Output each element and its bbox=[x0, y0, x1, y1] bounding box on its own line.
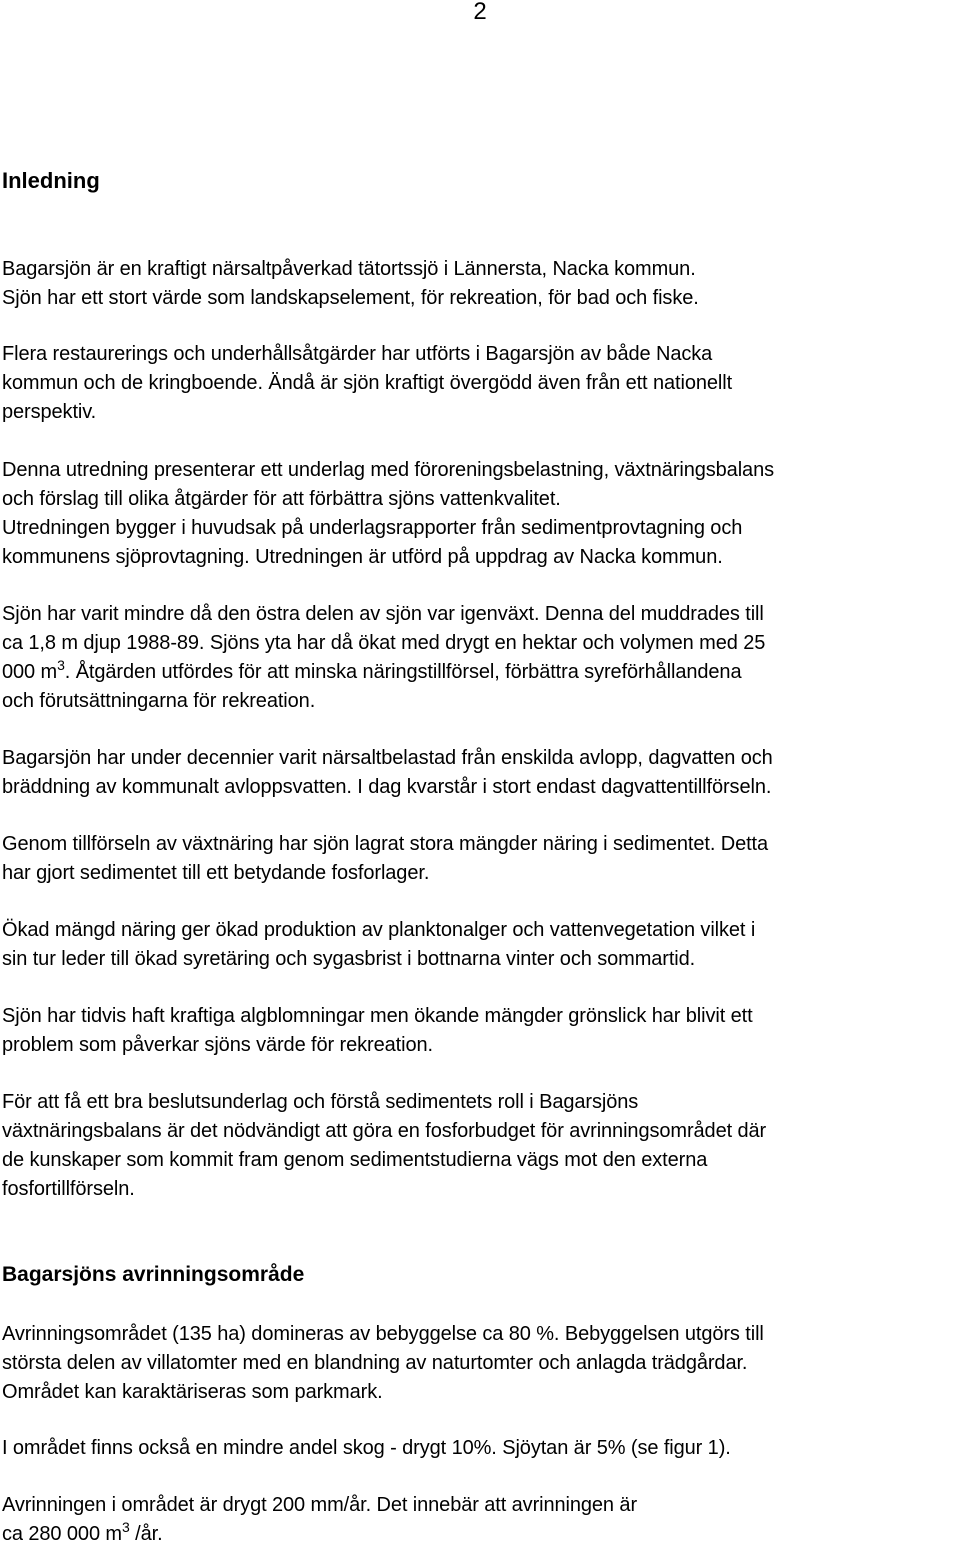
runoff-volume: ca 280 000 m bbox=[2, 1523, 122, 1545]
text-line: Avrinningen i området är drygt 200 mm/år. Det innebär att avrinningen är bbox=[2, 1494, 637, 1516]
line-continuation: /år. bbox=[129, 1523, 163, 1545]
line-continuation: . Åtgärden utfördes för att minska näringstillförsel, förbättra syreförhållandena bbox=[64, 661, 742, 683]
text-line: För att få ett bra beslutsunderlag och förstå sedimentets roll i Bagarsjöns bbox=[2, 1091, 639, 1113]
paragraph-runoff bbox=[2, 1491, 960, 1549]
text-line: Avrinningsområdet (135 ha) domineras av bebyggelse ca 80 %. Bebyggelsen utgörs till bbox=[2, 1323, 764, 1345]
superscript-3: 3 bbox=[57, 657, 65, 673]
text-line: Genom tillförseln av växtnäring har sjön lagrat stora mängder näring i sedimentet. Detta bbox=[2, 833, 769, 855]
text-line: Sjön har varit mindre då den östra delen av sjön var igenväxt. Denna del muddrades till bbox=[2, 603, 764, 625]
text-line: Sjön har tidvis haft kraftiga algblomningar men ökande mängder grönslick har blivit ett bbox=[2, 1005, 753, 1027]
paragraph-intro bbox=[2, 255, 960, 313]
text-line: bräddning av kommunalt avloppsvatten. I dag kvarstår i stort endast dagvattentillförseln. bbox=[2, 776, 772, 798]
paragraph-phosphorus-budget bbox=[2, 1088, 960, 1204]
paragraph-restoration bbox=[2, 340, 960, 427]
paragraph-nutrient-load bbox=[2, 744, 960, 802]
text-line: och förslag till olika åtgärder för att förbättra sjöns vattenkvalitet. bbox=[2, 488, 561, 510]
paragraph-investigation bbox=[2, 456, 960, 572]
page-number: 2 bbox=[473, 0, 487, 25]
text-line: fosfortillförseln. bbox=[2, 1178, 135, 1200]
paragraph-dredging bbox=[2, 600, 960, 716]
paragraph-catchment-area bbox=[2, 1320, 960, 1407]
text-line: och förutsättningarna för rekreation. bbox=[2, 690, 316, 712]
paragraph-algal-blooms bbox=[2, 1002, 960, 1060]
text-line: Ökad mängd näring ger ökad produktion av planktonalger och vattenvegetation vilket i bbox=[2, 919, 756, 941]
text-line-with-superscript bbox=[2, 658, 960, 687]
text-line: Sjön har ett stort värde som landskapselement, för rekreation, för bad och fiske. bbox=[2, 287, 699, 309]
text-line: har gjort sedimentet till ett betydande fosforlager. bbox=[2, 862, 430, 884]
text-line: Bagarsjön är en kraftigt närsaltpåverkad tätortssjö i Lännersta, Nacka kommun. bbox=[2, 258, 696, 280]
volume-value: 000 m bbox=[2, 661, 58, 683]
text-line: Denna utredning presenterar ett underlag med föroreningsbelastning, växtnäringsbalans bbox=[2, 459, 774, 481]
text-line: I området finns också en mindre andel skog - drygt 10%. Sjöytan är 5% (se figur 1). bbox=[2, 1437, 731, 1459]
text-line: kommun och de kringboende. Ändå är sjön kraftigt övergödd även från ett nationellt bbox=[2, 372, 733, 394]
text-line: kommunens sjöprovtagning. Utredningen är utförd på uppdrag av Nacka kommun. bbox=[2, 546, 723, 568]
text-line: Flera restaurerings och underhållsåtgärder har utförts i Bagarsjön av både Nacka bbox=[2, 343, 713, 365]
paragraph-sediment bbox=[2, 830, 960, 888]
text-line: perspektiv. bbox=[2, 401, 97, 423]
text-line: Bagarsjön har under decennier varit närsaltbelastad från enskilda avlopp, dagvatten och bbox=[2, 747, 773, 769]
paragraph-forest-share bbox=[2, 1434, 960, 1463]
section-heading-catchment: Bagarsjöns avrinningsområde bbox=[2, 1263, 305, 1286]
text-line: ca 1,8 m djup 1988-89. Sjöns yta har då ökat med drygt en hektar och volymen med 25 bbox=[2, 632, 766, 654]
text-line-with-superscript bbox=[2, 1520, 960, 1549]
text-line: Området kan karaktäriseras som parkmark. bbox=[2, 1381, 383, 1403]
section-heading-inledning: Inledning bbox=[2, 168, 100, 193]
text-line: växtnäringsbalans är det nödvändigt att göra en fosforbudget för avrinningsområdet där bbox=[2, 1120, 767, 1142]
superscript-3: 3 bbox=[122, 1519, 130, 1535]
text-line: sin tur leder till ökad syretäring och sygasbrist i bottnarna vinter och sommartid. bbox=[2, 948, 696, 970]
text-line: de kunskaper som kommit fram genom sedimentstudierna vägs mot den externa bbox=[2, 1149, 708, 1171]
text-line: problem som påverkar sjöns värde för rekreation. bbox=[2, 1034, 433, 1056]
text-line: största delen av villatomter med en blandning av naturtomter och anlagda trädgårdar. bbox=[2, 1352, 748, 1374]
paragraph-algae-production bbox=[2, 916, 960, 974]
text-line: Utredningen bygger i huvudsak på underlagsrapporter från sedimentprovtagning och bbox=[2, 517, 743, 539]
